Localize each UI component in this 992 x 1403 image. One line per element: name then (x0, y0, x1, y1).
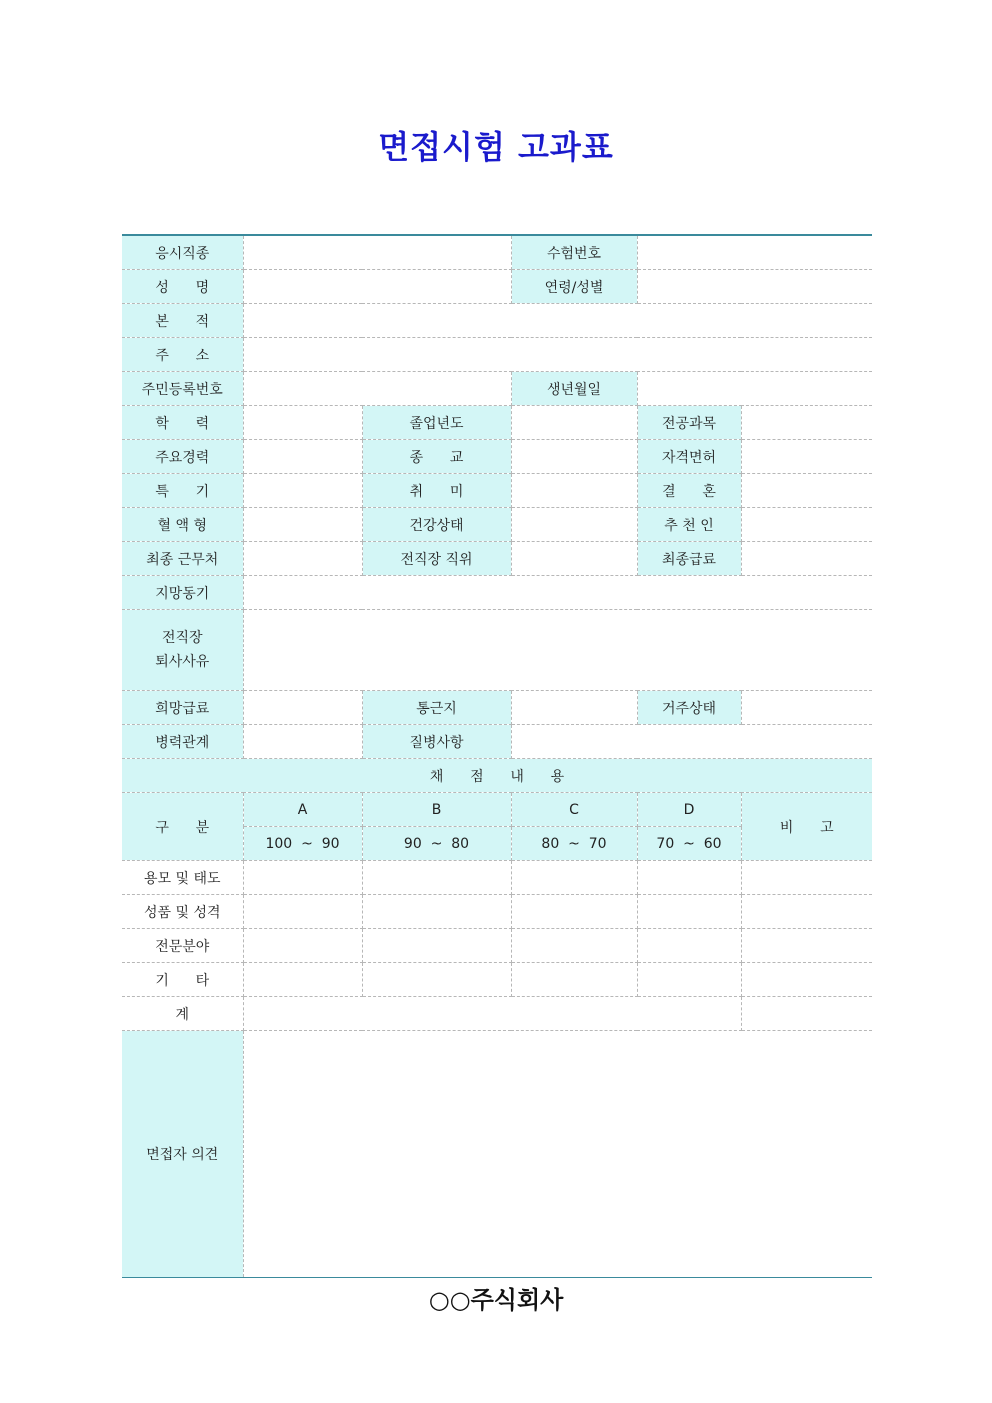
score-row (122, 963, 872, 997)
name-field[interactable] (243, 270, 511, 304)
score-cell-remarks[interactable] (741, 929, 872, 963)
hobby-label: 취 미 (362, 474, 511, 508)
resident-no-label: 주민등록번호 (122, 372, 243, 406)
commute-label: 통근지 (362, 691, 511, 725)
birthdate-label: 생년월일 (511, 372, 637, 406)
age-gender-field[interactable] (637, 270, 872, 304)
total-label: 계 (122, 997, 243, 1031)
grade-c-label: C (511, 793, 637, 827)
score-row (122, 861, 872, 895)
military-label: 병력관계 (122, 725, 243, 759)
score-cell-d[interactable] (637, 861, 741, 895)
page-title: 면접시험 고과표 (378, 128, 614, 166)
form-row (122, 542, 872, 576)
scoring-header-row (122, 759, 872, 793)
opinion-row (122, 1031, 872, 1278)
education-field[interactable] (243, 406, 362, 440)
score-cell-a[interactable] (243, 929, 362, 963)
score-cell-d[interactable] (637, 895, 741, 929)
remarks-label: 비 고 (741, 793, 872, 861)
blood-label: 혈 액 형 (122, 508, 243, 542)
score-row (122, 929, 872, 963)
origin-field[interactable] (243, 304, 872, 338)
score-item-label: 전문분야 (122, 929, 243, 963)
score-cell-b[interactable] (362, 963, 511, 997)
category-label: 구 분 (122, 793, 243, 861)
major-label: 전공과목 (637, 406, 741, 440)
form-row (122, 372, 872, 406)
scoring-header: 채 점 내 용 (122, 759, 872, 793)
total-remarks-field[interactable] (741, 997, 872, 1031)
hobby-field[interactable] (511, 474, 637, 508)
last-work-field[interactable] (243, 542, 362, 576)
career-label: 주요경력 (122, 440, 243, 474)
score-cell-a[interactable] (243, 861, 362, 895)
form-row (122, 270, 872, 304)
score-cell-a[interactable] (243, 895, 362, 929)
evaluation-form-table (122, 234, 872, 1278)
grade-d-range: 70 ~ 60 (637, 827, 741, 861)
total-row (122, 997, 872, 1031)
score-item-label: 성품 및 성격 (122, 895, 243, 929)
grade-row (122, 793, 872, 827)
military-field[interactable] (243, 725, 362, 759)
motivation-label: 지망동기 (122, 576, 243, 610)
grade-b-label: B (362, 793, 511, 827)
desired-salary-field[interactable] (243, 691, 362, 725)
score-cell-b[interactable] (362, 895, 511, 929)
career-field[interactable] (243, 440, 362, 474)
form-row (122, 508, 872, 542)
desired-salary-label: 희망급료 (122, 691, 243, 725)
score-item-label: 기 타 (122, 963, 243, 997)
company-name: ○○주식회사 (428, 1286, 564, 1314)
residence-label: 거주상태 (637, 691, 741, 725)
motivation-field[interactable] (243, 576, 872, 610)
grade-a-label: A (243, 793, 362, 827)
grade-c-range: 80 ~ 70 (511, 827, 637, 861)
skill-label: 특 기 (122, 474, 243, 508)
religion-label: 종 교 (362, 440, 511, 474)
leave-reason-field[interactable] (243, 610, 872, 691)
score-cell-c[interactable] (511, 929, 637, 963)
form-row (122, 474, 872, 508)
referrer-field[interactable] (741, 508, 872, 542)
form-row (122, 338, 872, 372)
health-field[interactable] (511, 508, 637, 542)
name-label: 성 명 (122, 270, 243, 304)
form-row (122, 406, 872, 440)
form-row (122, 235, 872, 270)
license-field[interactable] (741, 440, 872, 474)
opinion-label: 면접자 의견 (122, 1031, 243, 1278)
age-gender-label: 연령/성별 (511, 270, 637, 304)
score-cell-b[interactable] (362, 861, 511, 895)
origin-label: 본 적 (122, 304, 243, 338)
major-field[interactable] (741, 406, 872, 440)
score-cell-a[interactable] (243, 963, 362, 997)
form-row (122, 440, 872, 474)
leave-reason-label (122, 610, 243, 691)
form-row (122, 304, 872, 338)
referrer-label: 추 천 인 (637, 508, 741, 542)
total-field[interactable] (243, 997, 741, 1031)
prev-position-label: 전직장 직위 (362, 542, 511, 576)
score-cell-c[interactable] (511, 861, 637, 895)
health-label: 건강상태 (362, 508, 511, 542)
illness-field[interactable] (511, 725, 872, 759)
form-row (122, 691, 872, 725)
last-work-label: 최종 근무처 (122, 542, 243, 576)
address-label: 주 소 (122, 338, 243, 372)
score-cell-remarks[interactable] (741, 861, 872, 895)
religion-field[interactable] (511, 440, 637, 474)
score-cell-d[interactable] (637, 963, 741, 997)
form-row (122, 610, 872, 691)
skill-field[interactable] (243, 474, 362, 508)
score-cell-remarks[interactable] (741, 895, 872, 929)
score-cell-remarks[interactable] (741, 963, 872, 997)
opinion-field[interactable] (243, 1031, 872, 1278)
address-field[interactable] (243, 338, 872, 372)
exam-no-field[interactable] (637, 235, 872, 270)
score-cell-c[interactable] (511, 895, 637, 929)
license-label: 자격면허 (637, 440, 741, 474)
grade-d-label: D (637, 793, 741, 827)
education-label: 학 력 (122, 406, 243, 440)
blood-field[interactable] (243, 508, 362, 542)
residence-field[interactable] (741, 691, 872, 725)
marriage-label: 결 혼 (637, 474, 741, 508)
last-salary-label: 최종급료 (637, 542, 741, 576)
commute-field[interactable] (511, 691, 637, 725)
score-cell-c[interactable] (511, 963, 637, 997)
score-cell-b[interactable] (362, 929, 511, 963)
prev-position-field[interactable] (511, 542, 637, 576)
job-label: 응시직종 (122, 235, 243, 270)
birthdate-field[interactable] (637, 372, 872, 406)
exam-no-label: 수험번호 (511, 235, 637, 270)
grad-year-label: 졸업년도 (362, 406, 511, 440)
score-item-label: 용모 및 태도 (122, 861, 243, 895)
grad-year-field[interactable] (511, 406, 637, 440)
grade-a-range: 100 ~ 90 (243, 827, 362, 861)
last-salary-field[interactable] (741, 542, 872, 576)
resident-no-field[interactable] (243, 372, 511, 406)
job-field[interactable] (243, 235, 511, 270)
illness-label: 질병사항 (362, 725, 511, 759)
grade-b-range: 90 ~ 80 (362, 827, 511, 861)
score-cell-d[interactable] (637, 929, 741, 963)
leave-reason-label-line1: 전직장 (161, 630, 203, 646)
form-row (122, 576, 872, 610)
score-row (122, 895, 872, 929)
form-row (122, 725, 872, 759)
leave-reason-label-line2: 퇴사사유 (155, 654, 210, 670)
marriage-field[interactable] (741, 474, 872, 508)
